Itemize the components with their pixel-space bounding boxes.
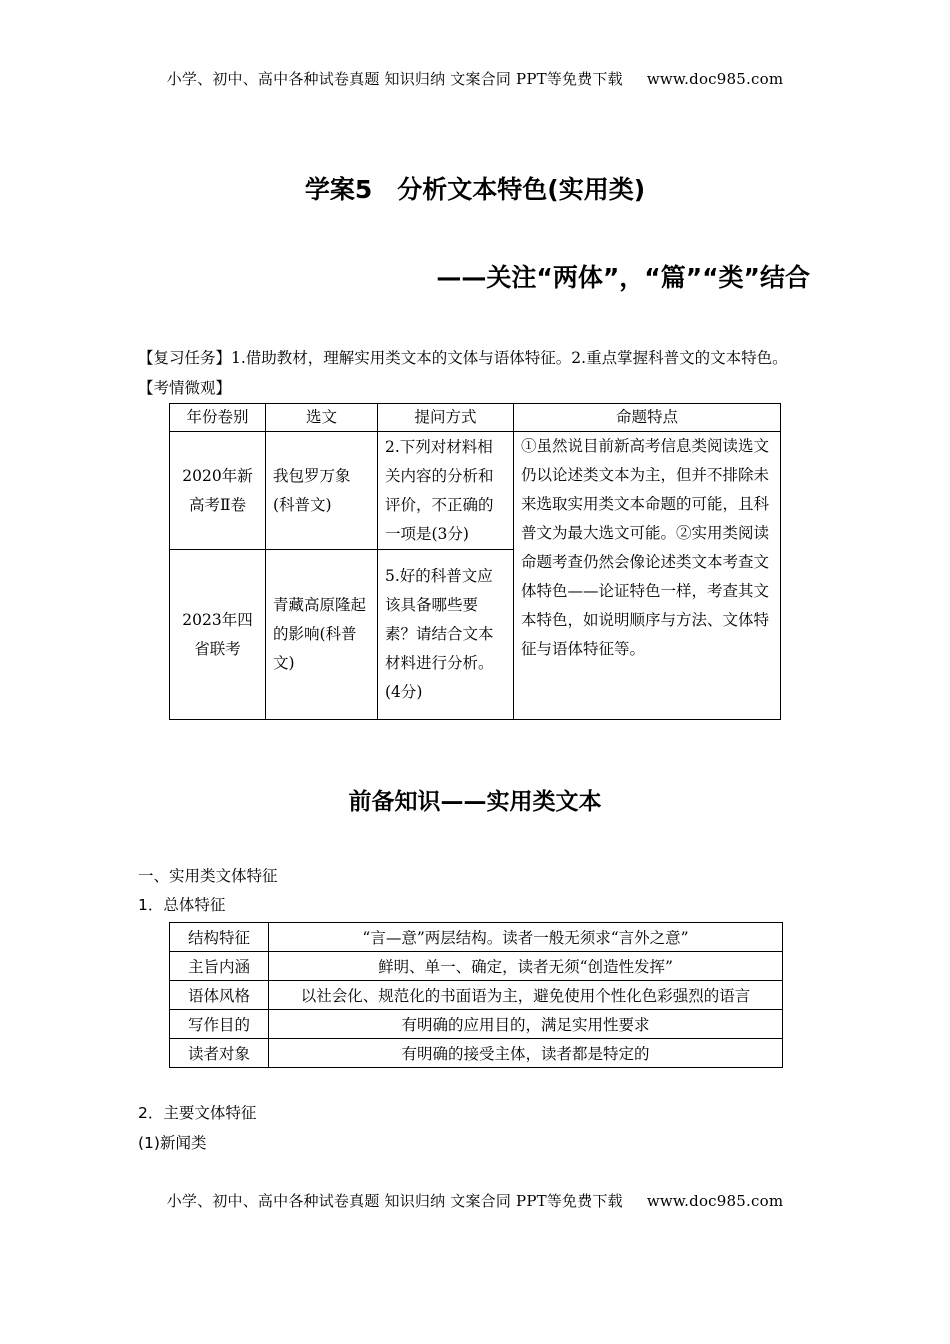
header-cell: 年份卷别: [170, 404, 266, 432]
feature-key: 读者对象: [170, 1039, 269, 1068]
review-task-label: 【复习任务】: [138, 349, 232, 367]
header-cell: 选文: [266, 404, 378, 432]
year-cell: 2023年四省联考: [170, 550, 266, 720]
table-header-row: [170, 404, 781, 432]
text-cell: 青藏高原隆起的影响(科普文): [266, 550, 378, 720]
heading-1: 一、实用类文体特征: [138, 867, 278, 885]
table-row: [170, 432, 781, 550]
features-cell: ①虽然说目前新高考信息类阅读选文仍以论述类文本为主，但并不排除未来选取实用类文本命题的可能，且科普文为最大选文可能。②实用类阅读命题考查仍然会像论述类文本考查文体特色——论证特色一样，考查其文本特色，如说明顺序与方法、文体特征与语体特征等。: [514, 432, 781, 720]
page-footer: [0, 1190, 950, 1211]
section-title: 前备知识——实用类文本: [348, 789, 602, 815]
page-title: 学案5 分析文本特色(实用类): [304, 175, 646, 204]
header-cell: 提问方式: [378, 404, 514, 432]
review-task: [138, 346, 788, 368]
heading-2: 1．总体特征: [138, 896, 226, 914]
heading-4: (1)新闻类: [138, 1134, 207, 1152]
feature-value: 有明确的应用目的，满足实用性要求: [269, 1010, 783, 1039]
table-row: [170, 1010, 783, 1039]
table-row: [170, 981, 783, 1010]
feature-value: 以社会化、规范化的书面语为主，避免使用个性化色彩强烈的语言: [269, 981, 783, 1010]
table-row: [170, 952, 783, 981]
page-subtitle: ——关注“两体”，“篇”“类”结合: [436, 263, 810, 292]
feature-key: 主旨内涵: [170, 952, 269, 981]
text-cell: 我包罗万象(科普文): [266, 432, 378, 550]
footer-url[interactable]: www.doc985.com: [646, 1192, 784, 1210]
exam-overview-table: [169, 403, 781, 720]
year-cell: 2020年新高考Ⅱ卷: [170, 432, 266, 550]
heading-3: 2．主要文体特征: [138, 1104, 257, 1122]
table-row: [170, 923, 783, 952]
feature-value: 鲜明、单一、确定，读者无须“创造性发挥”: [269, 952, 783, 981]
feature-value: 有明确的接受主体，读者都是特定的: [269, 1039, 783, 1068]
question-cell: 5.好的科普文应该具备哪些要素？请结合文本材料进行分析。(4分): [378, 550, 514, 720]
question-cell: 2.下列对材料相关内容的分析和评价，不正确的一项是(3分): [378, 432, 514, 550]
review-task-text: 1.借助教材，理解实用类文本的文体与语体特征。2.重点掌握科普文的文本特色。: [231, 349, 788, 367]
header-url[interactable]: www.doc985.com: [646, 70, 784, 88]
table-row: [170, 1039, 783, 1068]
header-cell: 命题特点: [514, 404, 781, 432]
features-table: [169, 922, 783, 1068]
footer-text: 小学、初中、高中各种试卷真题 知识归纳 文案合同 PPT等免费下载: [166, 1192, 623, 1210]
exam-overview-label: 【考情微观】: [138, 379, 232, 397]
feature-key: 写作目的: [170, 1010, 269, 1039]
page-header: [0, 68, 950, 89]
feature-key: 结构特征: [170, 923, 269, 952]
feature-value: “言—意”两层结构。读者一般无须求“言外之意”: [269, 923, 783, 952]
header-text: 小学、初中、高中各种试卷真题 知识归纳 文案合同 PPT等免费下载: [166, 70, 623, 88]
feature-key: 语体风格: [170, 981, 269, 1010]
